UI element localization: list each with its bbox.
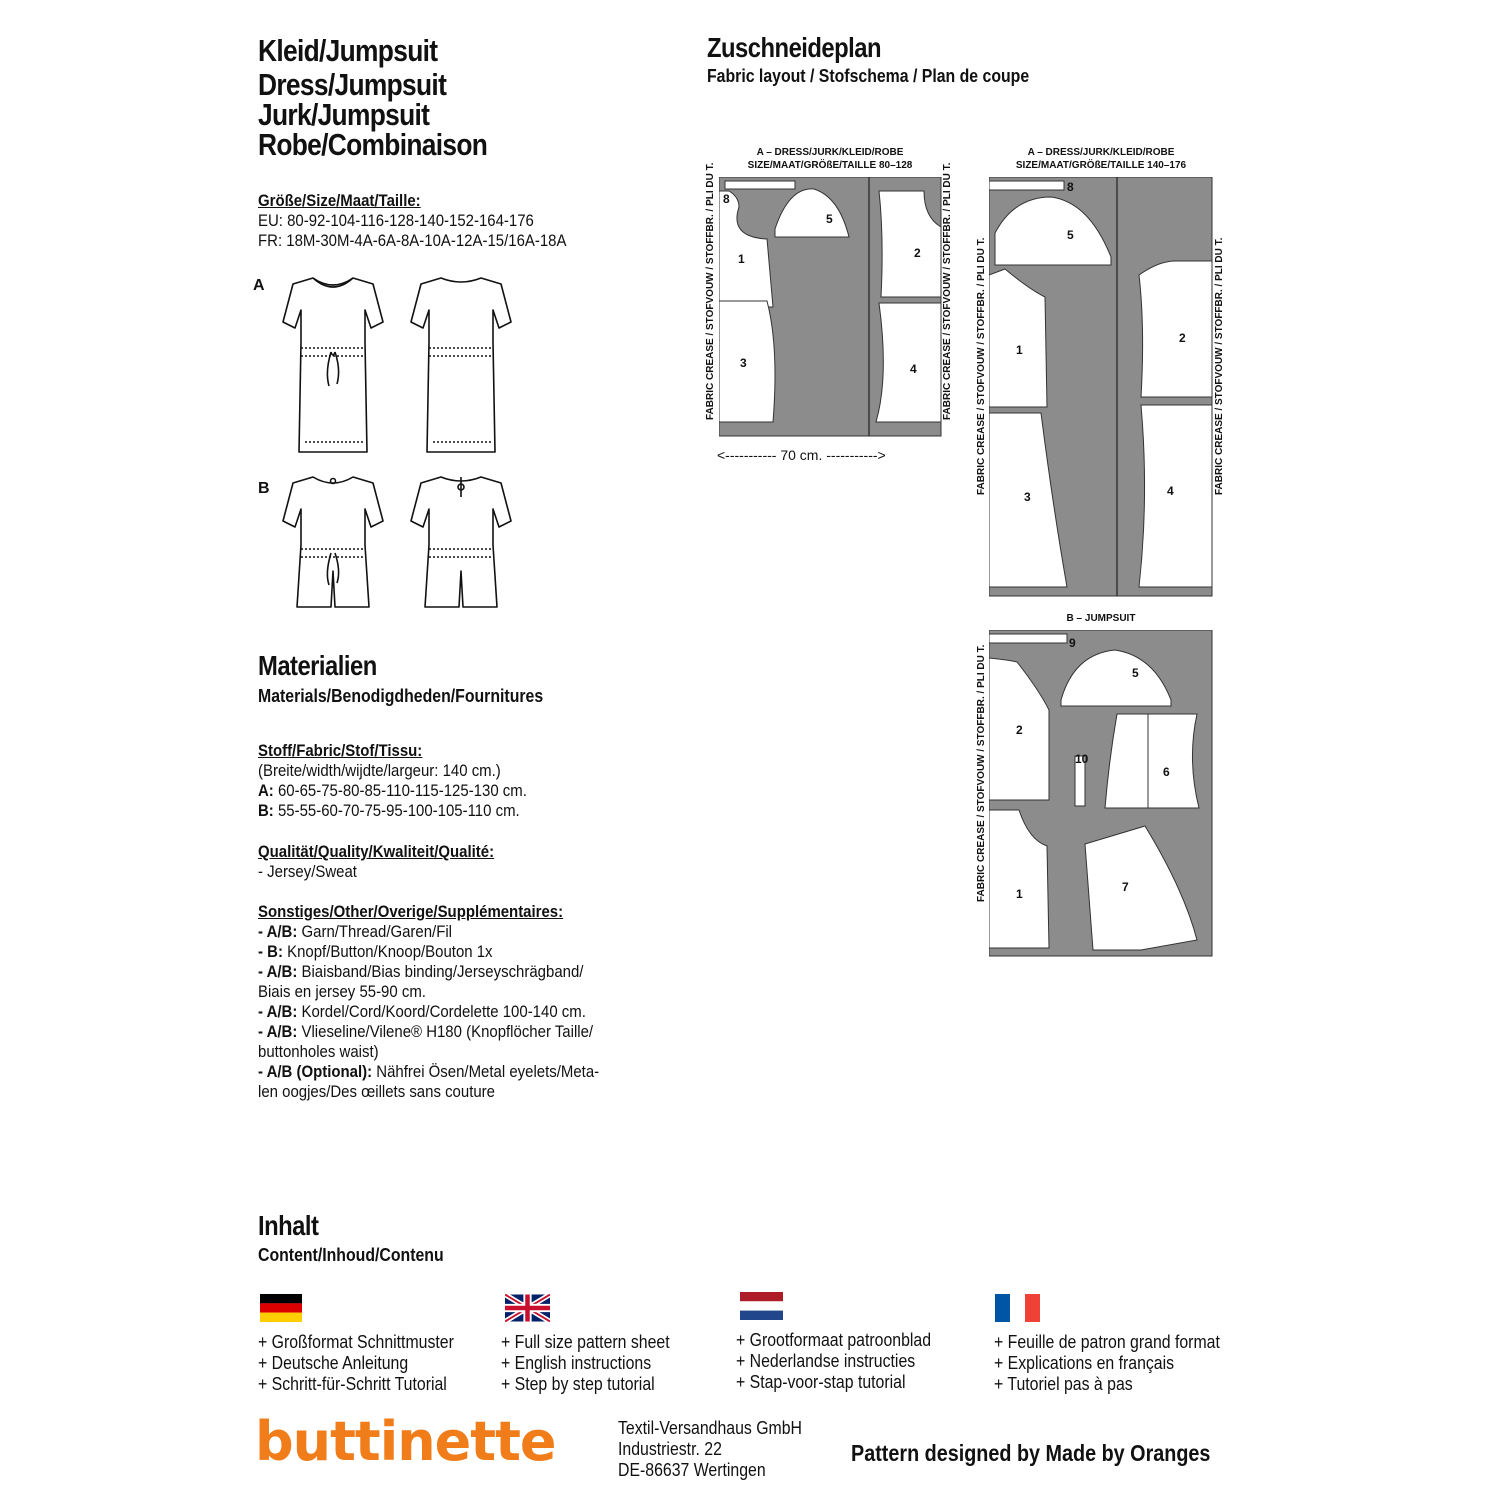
- layout-a-small-title-2: SIZE/MAAT/GRÖßE/TAILLE 80–128: [747, 160, 913, 171]
- list-item: + Nederlandse instructies: [736, 1351, 916, 1371]
- flag-nl-icon: [740, 1292, 783, 1320]
- crease-label: FABRIC CREASE / STOFVOUW / STOFFBR. / PLI DU T.: [1214, 237, 1225, 495]
- view-b-label: B: [258, 480, 270, 497]
- other-item: Biais en jersey 55-90 cm.: [258, 982, 426, 1001]
- layout-a-large-title-1: A – DRESS/JURK/KLEID/ROBE: [1027, 147, 1175, 158]
- fabric-width: (Breite/width/wijdte/largeur: 140 cm.): [258, 761, 501, 780]
- jumpsuit-front-sketch: [283, 477, 383, 607]
- flag-de-icon: [260, 1294, 302, 1322]
- other-item: - A/B: Kordel/Cord/Koord/Cordelette 100-140 cm.: [258, 1002, 586, 1021]
- piece-7: 7: [1122, 880, 1129, 894]
- company-city: DE-86637 Wertingen: [618, 1460, 766, 1480]
- other-item: len oogjes/Des œillets sans couture: [258, 1082, 495, 1101]
- other-item: - A/B: Garn/Thread/Garen/Fil: [258, 922, 452, 941]
- title-fr: Robe/Combinaison: [258, 127, 488, 162]
- size-heading: Größe/Size/Maat/Taille:: [258, 191, 421, 210]
- content-list-en: [501, 1332, 670, 1395]
- piece-1: 1: [738, 252, 745, 266]
- list-item: + Step by step tutorial: [501, 1374, 655, 1394]
- company-name: Textil-Versandhaus GmbH: [618, 1418, 803, 1438]
- width-label: <----------- 70 cm. ----------->: [717, 447, 886, 463]
- list-item: + Schritt-für-Schritt Tutorial: [258, 1374, 447, 1394]
- title-de: Kleid/Jumpsuit: [258, 33, 438, 68]
- layout-a-large-title-2: SIZE/MAAT/GRÖßE/TAILLE 140–176: [1015, 160, 1187, 171]
- list-item: + Deutsche Anleitung: [258, 1353, 409, 1373]
- piece-2: 2: [914, 246, 921, 260]
- content-heading: Inhalt: [258, 1210, 319, 1241]
- list-item: + Tutoriel pas à pas: [994, 1374, 1133, 1394]
- piece-5: 5: [1132, 666, 1139, 680]
- flag-fr-icon: [995, 1294, 1040, 1322]
- size-fr: FR: 18M-30M-4A-6A-8A-10A-12A-15/16A-18A: [258, 231, 567, 250]
- garment-sketches: [275, 262, 545, 632]
- piece-5: 5: [826, 212, 833, 226]
- layout-b-title: B – JUMPSUIT: [1066, 613, 1136, 624]
- fabric-a: A: 60-65-75-80-85-110-115-125-130 cm.: [258, 781, 527, 800]
- title-en: Dress/Jumpsuit: [258, 67, 447, 102]
- quality-heading: Qualität/Quality/Kwaliteit/Qualité:: [258, 842, 495, 861]
- company-street: Industriestr. 22: [618, 1439, 722, 1459]
- piece-1: 1: [1016, 343, 1023, 357]
- size-eu: EU: 80-92-104-116-128-140-152-164-176: [258, 211, 534, 230]
- materials-heading: Materialien: [258, 650, 377, 681]
- materials-subheading: Materials/Benodigdheden/Fournitures: [258, 686, 544, 706]
- list-item: + Explications en français: [994, 1353, 1175, 1373]
- piece-2: 2: [1016, 723, 1023, 737]
- fabric-heading: Stoff/Fabric/Stof/Tissu:: [258, 741, 423, 760]
- other-item: - B: Knopf/Button/Knoop/Bouton 1x: [258, 942, 493, 961]
- piece-2: 2: [1179, 331, 1186, 345]
- piece-10: 10: [1075, 752, 1089, 766]
- other-heading: Sonstiges/Other/Overige/Supplémentaires:: [258, 902, 564, 921]
- brand-logo: buttinette: [255, 1410, 556, 1473]
- view-a-label: A: [253, 277, 265, 294]
- content-list-nl: [736, 1330, 931, 1393]
- flag-uk-icon: [505, 1294, 550, 1322]
- piece-4: 4: [910, 362, 917, 376]
- piece-8: 8: [723, 192, 730, 206]
- piece-5: 5: [1067, 228, 1074, 242]
- layout-subheading: Fabric layout / Stofschema / Plan de coupe: [707, 66, 1030, 86]
- piece-4: 4: [1167, 484, 1174, 498]
- list-item: + Full size pattern sheet: [501, 1332, 670, 1352]
- quality-value: - Jersey/Sweat: [258, 862, 357, 881]
- list-item: + Feuille de patron grand format: [994, 1332, 1220, 1352]
- piece-6: 6: [1163, 765, 1170, 779]
- crease-label: FABRIC CREASE / STOFVOUW / STOFFBR. / PLI DU T.: [942, 162, 953, 420]
- list-item: + Großformat Schnittmuster: [258, 1332, 454, 1352]
- dress-back-sketch: [411, 278, 511, 452]
- layout-b: [989, 630, 1213, 957]
- content-list-de: [258, 1332, 454, 1395]
- designer-credit: Pattern designed by Made by Oranges: [851, 1440, 1211, 1466]
- other-item: - A/B: Biaisband/Bias binding/Jerseyschrägband/: [258, 962, 584, 981]
- piece-3: 3: [1024, 490, 1031, 504]
- other-item: - A/B: Vlieseline/Vilene® H180 (Knopflöcher Taille/: [258, 1022, 594, 1041]
- layout-a-large: [989, 177, 1213, 597]
- piece-9: 9: [1069, 636, 1076, 650]
- list-item: + Stap-voor-stap tutorial: [736, 1372, 906, 1392]
- content-list-fr: [994, 1332, 1220, 1395]
- dress-front-sketch: [283, 278, 383, 452]
- title-nl: Jurk/Jumpsuit: [258, 97, 430, 132]
- content-subheading: Content/Inhoud/Contenu: [258, 1245, 444, 1265]
- piece-3: 3: [740, 356, 747, 370]
- layout-heading: Zuschneideplan: [707, 32, 882, 63]
- crease-label: FABRIC CREASE / STOFVOUW / STOFFBR. / PLI DU T.: [976, 237, 987, 495]
- list-item: + English instructions: [501, 1353, 652, 1373]
- jumpsuit-back-sketch: [411, 477, 511, 607]
- other-item: buttonholes waist): [258, 1042, 379, 1061]
- crease-label: FABRIC CREASE / STOFVOUW / STOFFBR. / PLI DU T.: [705, 162, 716, 420]
- layout-a-small-title-1: A – DRESS/JURK/KLEID/ROBE: [756, 147, 904, 158]
- list-item: + Grootformaat patroonblad: [736, 1330, 932, 1350]
- other-list: [258, 922, 599, 1102]
- other-item: - A/B (Optional): Nähfrei Ösen/Metal eyelets/Meta-: [258, 1062, 600, 1081]
- piece-8: 8: [1067, 180, 1074, 194]
- company-address: [618, 1418, 802, 1481]
- piece-1: 1: [1016, 887, 1023, 901]
- fabric-b: B: 55-55-60-70-75-95-100-105-110 cm.: [258, 801, 520, 820]
- crease-label: FABRIC CREASE / STOFVOUW / STOFFBR. / PLI DU T.: [976, 644, 987, 902]
